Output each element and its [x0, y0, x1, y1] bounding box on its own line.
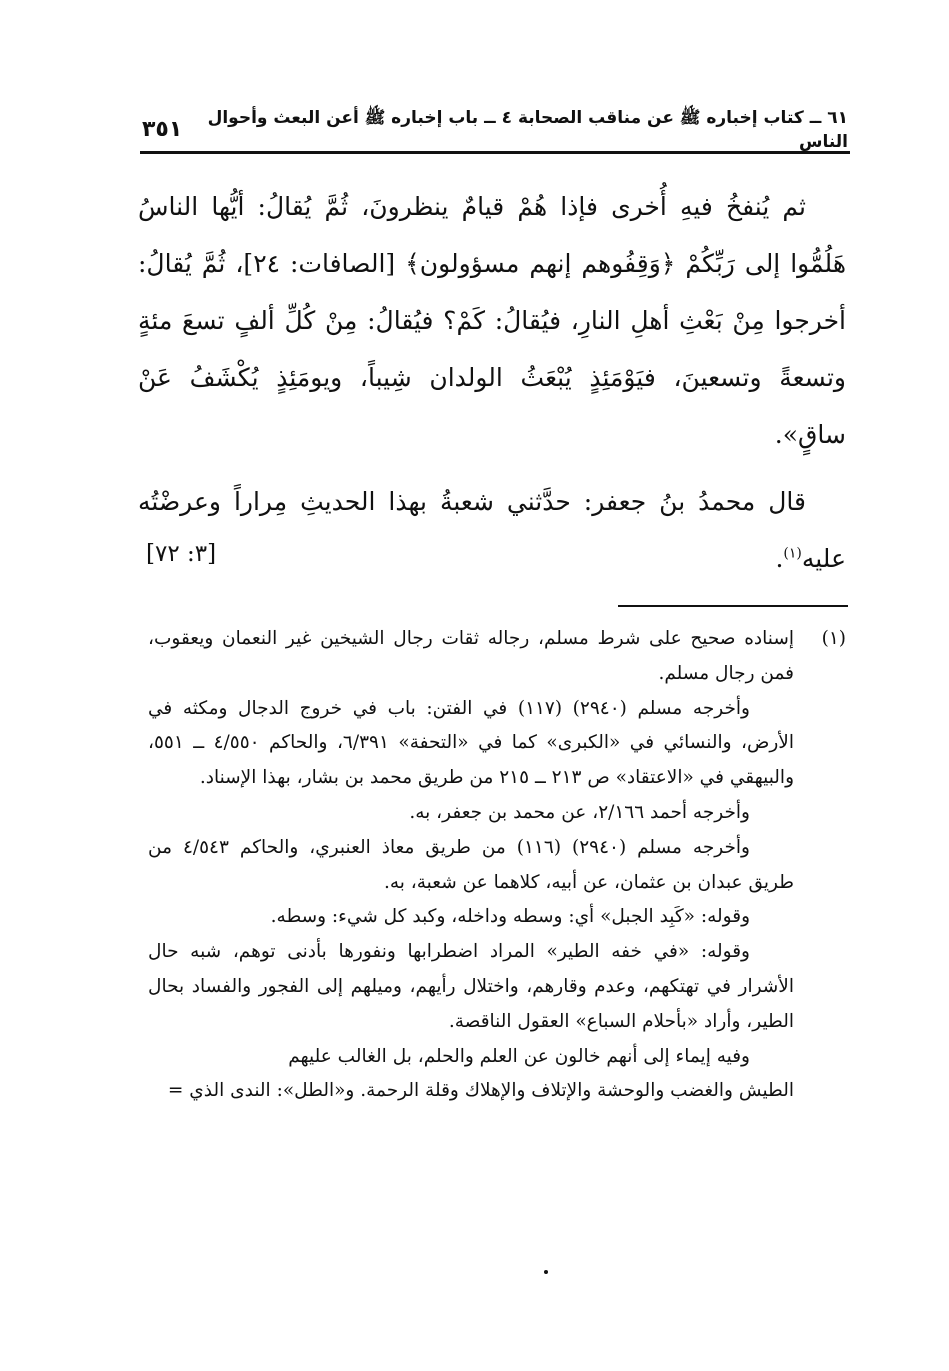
header-rule [140, 151, 850, 154]
narrator-paragraph [138, 473, 846, 587]
hadith-paragraph: ثم يُنفخُ فيهِ أُخرى فإذا هُمْ قيامٌ ينظرونَ، ثُمَّ يُقالُ: أيُّها الناسُ هَلُمُّوا إلى رَبِّكُمْ ﴿وَقِفُوهم إنهم مسؤولون﴾ [الصافات: ٢٤]، ثُمَّ يُقالُ: أخرجوا مِنْ بَعْثِ أهلِ النارِ، فيُقالُ: كَمْ؟ فيُقالُ: مِنْ كُلِّ ألفٍ تسعَ مئةٍ وتسعةً وتسعينَ، فيَوْمَئِذٍ يُبْعَثُ الولدان شِيباً، ويومَئِذٍ يُكْشَفُ عَنْ ساقٍ». [138, 192, 846, 449]
footnote-number: (١) [821, 628, 846, 649]
footnote-line: وقوله: «في خفه الطير» المراد اضطرابها ونفورها بأدنى توهم، شبه حال الأشرار في تهتكهم، وعدم وقارهم، واختلال رأيهم، وميلهم إلى الفجور والفساد بحال الطير، وأراد «بأحلام السباع» العقول الناقصة. [148, 941, 794, 1032]
footnote-line: وأخرجه مسلم (٢٩٤٠) (١١٧) في الفتن: باب في خروج الدجال ومكثه في الأرض، والنسائي في «الكبرى» كما في «التحفة» ٦/٣٩١، والحاكم ٤/٥٥٠ ــ ٥٥١، والبيهقي في «الاعتقاد» ص ٢١٣ ــ ٢١٥ من طريق محمد بن بشار، بهذا الإسناد. [148, 697, 794, 789]
footnote-separator [618, 605, 848, 607]
footnote-marker: (١) [783, 545, 802, 562]
running-title: ٦١ ــ كتاب إخباره ﷺ عن مناقب الصحابة ٤ ــ باب إخباره ﷺ أعن البعث وأحوال الناس [207, 107, 848, 152]
footnote-continuation: الطيش والغضب والوحشة والإتلاف والإهلاك وقلة الرحمة. و«الطل»: الندى الذي = [167, 1080, 794, 1102]
footnote-1 [148, 622, 846, 1109]
page-number: ٣٥١ [142, 116, 183, 142]
footnotes [148, 622, 846, 1109]
stray-dot [544, 1270, 548, 1274]
closing-period: . [775, 544, 784, 573]
footnote-line: وفيه إيماء إلى أنهم خالون عن العلم والحلم، بل الغالب عليهم [288, 1045, 750, 1067]
page-header [142, 107, 848, 152]
footnote-line: وأخرجه أحمد ٢/١٦٦، عن محمد بن جعفر، به. [409, 801, 750, 823]
narrator-text: قال محمدُ بنُ جعفر: حدَّثني شعبةُ بهذا الحديثِ مِراراً وعرضْتُه عليه [138, 487, 846, 573]
footnote-line: وأخرجه مسلم (٢٩٤٠) (١١٦) من طريق معاذ العنبري، والحاكم ٤/٥٤٣ من طريق عبدان بن عثمان، عن أبيه، كلاهما عن شعبة، به. [148, 836, 794, 893]
reference-tag: [٣: ٧٢] [146, 541, 217, 567]
main-text [138, 178, 846, 597]
footnote-body [148, 622, 794, 1109]
footnote-line: إسناده صحيح على شرط مسلم، رجاله ثقات رجال الشيخين غير النعمان ويعقوب، فمن رجال مسلم. [148, 628, 794, 684]
footnote-line: وقوله: «كَبِد الجبل» أي: وسطه وداخله، وكبد كل شيء: وسطه. [270, 906, 750, 928]
